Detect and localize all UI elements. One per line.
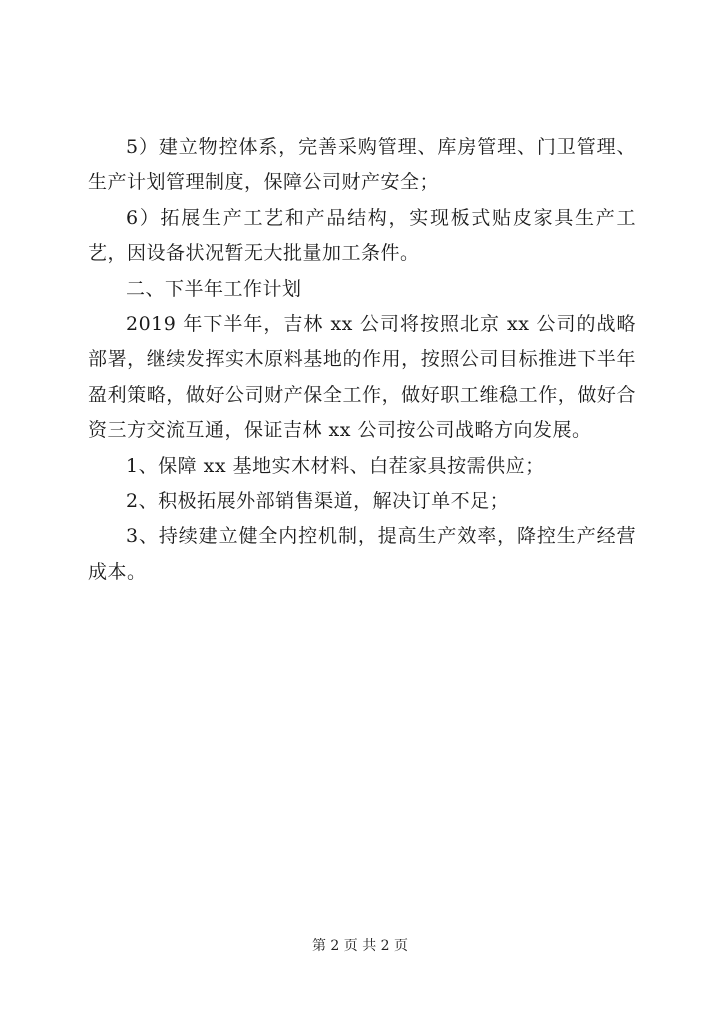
- paragraph-item-5: 5）建立物控体系，完善采购管理、库房管理、门卫管理、生产计划管理制度，保障公司财产安全；: [88, 136, 636, 194]
- plan-item-1: 1、保障 xx 基地实木材料、白茬家具按需供应；: [126, 454, 545, 477]
- plan-item-2: 2、积极拓展外部销售渠道，解决订单不足；: [126, 490, 510, 513]
- document-body: [88, 130, 636, 590]
- plan-item-3: 3、持续建立健全内控机制，提高生产效率，降控生产经营成本。: [88, 525, 636, 583]
- paragraph-plan-summary: 2019 年下半年，吉林 xx 公司将按照北京 xx 公司的战略部署，继续发挥实木原料基地的作用，按照公司目标推进下半年盈利策略，做好公司财产保全工作，做好职工维稳工作，做好合资三方交流互通，保证吉林 xx 公司按公司战略方向发展。: [88, 313, 636, 442]
- paragraph-item-6: 6）拓展生产工艺和产品结构，实现板式贴皮家具生产工艺，因设备状况暂无大批量加工条件。: [88, 206, 636, 265]
- page-footer: [0, 935, 720, 955]
- page-number-label: 第 2 页 共 2 页: [311, 938, 409, 954]
- section-heading-second-half-plan: 二、下半年工作计划: [126, 277, 302, 300]
